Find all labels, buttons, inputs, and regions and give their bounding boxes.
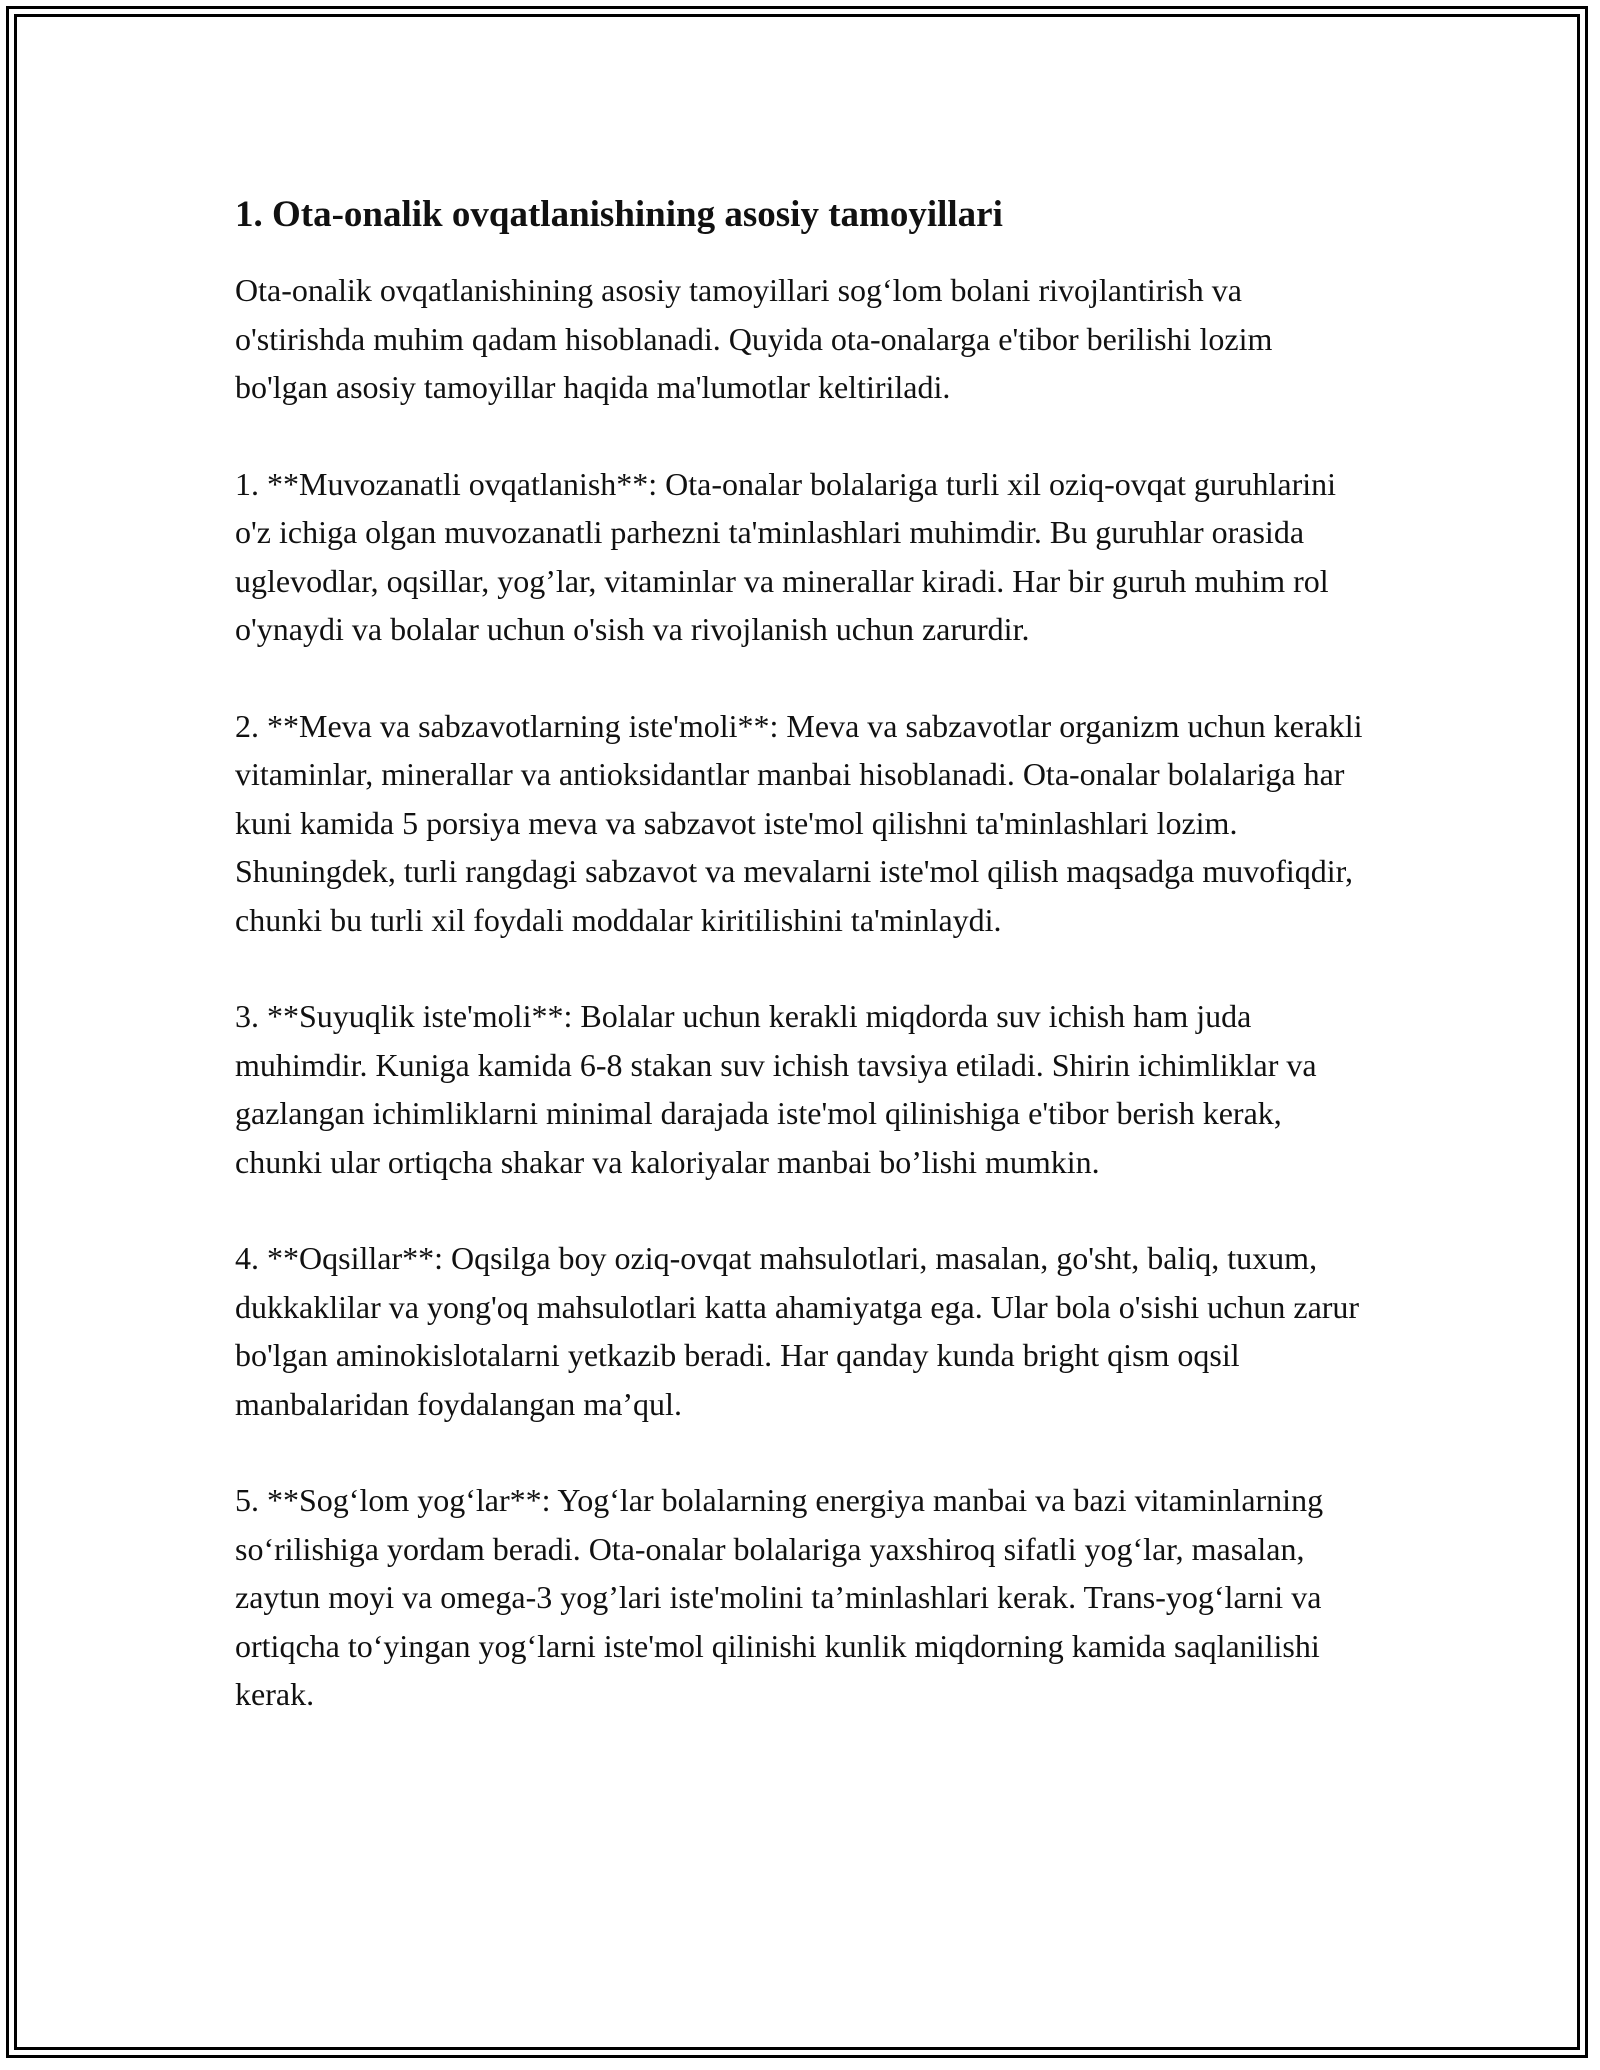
section-heading: 1. Ota-onalik ovqatlanishining asosiy tamoyillari: [235, 194, 1003, 235]
paragraph-balanced-nutrition: 1. **Muvozanatli ovqatlanish**: Ota-onalar bolalariga turli xil oziq-ovqat guruhlarini o'z ichiga olgan muvozanatli parhezni ta'minlashlari muhimdir. Bu guruhlar orasida uglevodlar, oqsillar, yog’lar, vitaminlar va minerallar kiradi. Har bir guruh muhim rol o'ynaydi va bolalar uchun o'sish va rivojlanish uchun zarurdir.: [235, 465, 1337, 647]
paragraph-fruits-vegetables: 2. **Meva va sabzavotlarning iste'moli**: Meva va sabzavotlar organizm uchun kerakli vitaminlar, minerallar va antioksidantlar manbai hisoblanadi. Ota-onalar bolalariga har kuni kamida 5 porsiya meva va sabzavot iste'mol qilishni ta'minlashlari lozim. Shuningdek, turli rangdagi sabzavot va mevalarni iste'mol qilish maqsadga muvofiqdir, chunki bu turli xil foydali moddalar kiritilishini ta'minlaydi.: [235, 707, 1363, 938]
paragraph-proteins: 4. **Oqsillar**: Oqsilga boy oziq-ovqat mahsulotlari, masalan, go'sht, baliq, tuxum, dukkaklilar va yong'oq mahsulotlari katta ahamiyatga ega. Ular bola o'sishi uchun zarur bo'lgan aminokislotalarni yetkazib beradi. Har qanday kunda bright qism oqsil manbalaridan foydalangan ma’qul.: [235, 1240, 1360, 1422]
paragraph-fluid-intake: 3. **Suyuqlik iste'moli**: Bolalar uchun kerakli miqdorda suv ichish ham juda muhimdir. Kuniga kamida 6-8 stakan suv ichish tavsiya etiladi. Shirin ichimliklar va gazlangan ichimliklarni minimal darajada iste'mol qilinishiga e'tibor berish kerak, chunki ular ortiqcha shakar va kaloriyalar manbai bo’lishi mumkin.: [235, 998, 1317, 1180]
paragraph-healthy-fats: 5. **Sog‘lom yog‘lar**: Yog‘lar bolalarning energiya manbai va bazi vitaminlarning so‘rilishiga yordam beradi. Ota-onalar bolalariga yaxshiroq sifatli yog‘lar, masalan, zaytun moyi va omega-3 yog’lari iste'molini ta’minlashlari kerak. Trans-yog‘larni va ortiqcha to‘yingan yog‘larni iste'mol qilinishi kunlik miqdorning kamida saqlanilishi kerak.: [235, 1482, 1324, 1712]
intro-paragraph: Ota-onalik ovqatlanishining asosiy tamoyillari sog‘lom bolani rivojlantirish va o'stirishda muhim qadam hisoblanadi. Quyida ota-onalarga e'tibor berilishi lozim bo'lgan asosiy tamoyillar haqida ma'lumotlar keltiriladi.: [235, 272, 1273, 405]
document-body: [235, 190, 1365, 1767]
